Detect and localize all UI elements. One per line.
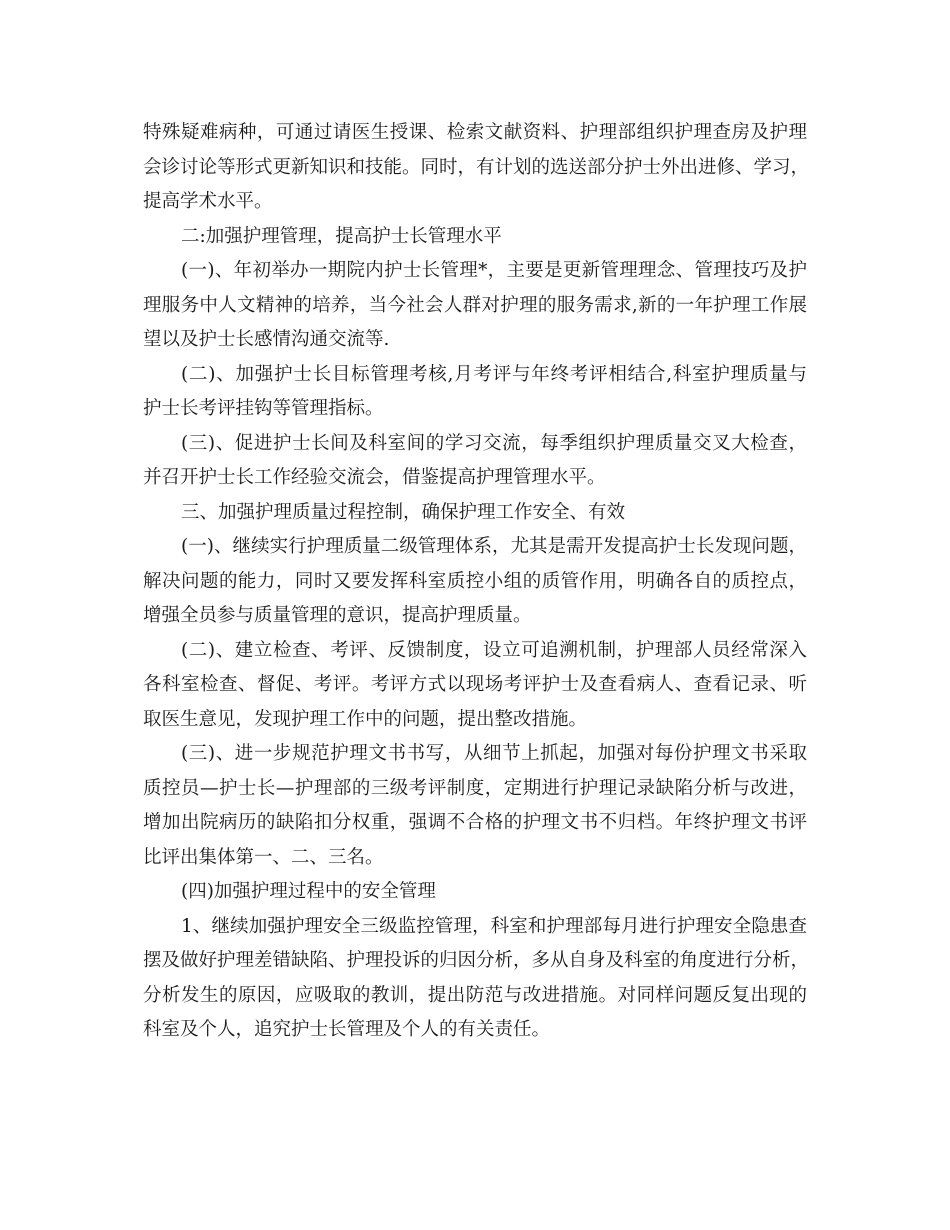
text-line: 并召开护士长工作经验交流会，借鉴提高护理管理水平。 xyxy=(143,467,606,488)
text-line: 各科室检查、督促、考评。考评方式以现场考评护士及查看病人、查看记录、听 xyxy=(143,674,807,695)
section-heading: 二:加强护理管理，提高护士长管理水平 xyxy=(181,225,502,247)
text-line: (三)、进一步规范护理文书书写，从细节上抓起，加强对每份护理文书采取 xyxy=(181,743,807,764)
text-line: 比评出集体第一、二、三名。 xyxy=(143,846,384,868)
text-line: 分析发生的原因，应吸取的教训，提出防范与改进措施。对同样问题反复出现的 xyxy=(143,984,807,1006)
text-line: (二)、加强护士长目标管理考核,月考评与年终考评相结合,科室护理质量与 xyxy=(181,363,807,385)
text-line: 理服务中人文精神的培养，当今社会人群对护理的服务需求,新的一年护理工作展 xyxy=(143,294,807,316)
text-line: 解决问题的能力，同时又要发挥科室质控小组的质管作用，明确各自的质控点， xyxy=(143,570,807,592)
text-line: 增强全员参与质量管理的意识，提高护理质量。 xyxy=(143,605,532,626)
text-line: 摆及做好护理差错缺陷、护理投诉的归因分析，多从自身及科室的角度进行分析， xyxy=(143,950,810,971)
text-line: 增加出院病历的缺陷扣分权重，强调不合格的护理文书不归档。年终护理文书评 xyxy=(143,812,807,833)
text-line: 科室及个人，追究护士长管理及个人的有关责任。 xyxy=(143,1019,551,1040)
text-line: 特殊疑难病种，可通过请医生授课、检索文献资料、护理部组织护理查房及护理 xyxy=(143,122,807,143)
text-line: (一)、继续实行护理质量二级管理体系，尤其是需开发提高护士长发现问题， xyxy=(181,536,807,557)
text-line: 会诊讨论等形式更新知识和技能。同时，有计划的选送部分护士外出进修、学习， xyxy=(143,156,810,178)
section-heading: 三、加强护理质量过程控制，确保护理工作安全、有效 xyxy=(181,501,626,523)
text-line: 护士长考评挂钩等管理指标。 xyxy=(143,398,384,419)
text-line: (二)、建立检查、考评、反馈制度，设立可追溯机制，护理部人员经常深入 xyxy=(181,639,807,661)
text-line: (三)、促进护士长间及科室间的学习交流，每季组织护理质量交叉大检查， xyxy=(181,432,807,454)
text-line: 1、继续加强护理安全三级监控管理，科室和护理部每月进行护理安全隐患查 xyxy=(181,915,807,937)
text-line: 提高学术水平。 xyxy=(143,191,273,212)
text-line: 望以及护士长感情沟通交流等. xyxy=(143,329,390,350)
text-line: (一)、年初举办一期院内护士长管理*，主要是更新管理理念、管理技巧及护 xyxy=(181,260,807,281)
section-heading: (四)加强护理过程中的安全管理 xyxy=(181,881,436,902)
text-line: 质控员—护士长—护理部的三级考评制度，定期进行护理记录缺陷分析与改进， xyxy=(143,777,807,799)
text-line: 取医生意见，发现护理工作中的问题，提出整改措施。 xyxy=(143,708,588,730)
document-body xyxy=(143,116,810,1048)
